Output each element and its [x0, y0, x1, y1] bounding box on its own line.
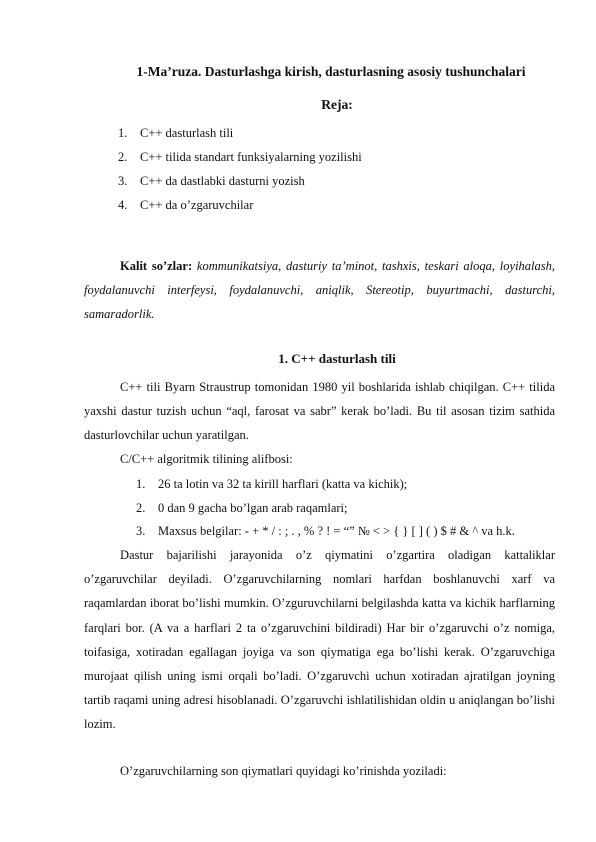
alphabet-list [136, 475, 515, 546]
plan-heading: Reja: [321, 97, 353, 112]
section-heading: 1. C++ dasturlash tili [278, 351, 396, 366]
plan-item: 2. C++ tilida standart funksiyalarning yozilishi [118, 150, 362, 164]
plan-item: 3. C++ da dastlabki dasturni yozish [118, 174, 305, 188]
plan-item: 1. C++ dasturlash tili [118, 126, 234, 140]
keywords-paragraph [84, 254, 555, 327]
alphabet-item: 3. Maxsus belgilar: - + * / : ; . , % ? ! = “” № < > { } [ ] ( ) $ # & ^ va h.k. [136, 524, 515, 538]
keywords-text: kommunikatsiya, dasturiy ta’minot, tashxis, teskari aloqa, loyihalash, foydalanuvchi interfeysi, foydalanuvchi, aniqlik, Stereotip, buyurtmachi, dasturchi, samaradorlik. [84, 259, 556, 322]
keywords-label: Kalit so’zlar: [120, 259, 193, 273]
numbers-paragraph: O’zgaruvchilarning son qiymatlari quyidagi ko’rinishda yoziladi: [120, 764, 447, 778]
intro-paragraph: C++ tili Byarn Straustrup tomonidan 1980 yil boshlarida ishlab chiqilgan. C++ tilida yaxshi dastur tuzish uchun “aql, farosat va sabr” kerak bo’ladi. Bu til asosan tizim sathida dasturlovchilar uchun yaratilgan. [84, 380, 555, 443]
plan-list [118, 124, 362, 220]
plan-item: 4. C++ da o’zgaruvchilar [118, 198, 254, 212]
lecture-title: 1-Ma’ruza. Dasturlashga kirish, dasturlasning asosiy tushunchalari [136, 64, 526, 79]
alphabet-item: 1. 26 ta lotin va 32 ta kirill harflari (katta va kichik); [136, 477, 408, 491]
alphabet-intro: C/C++ algoritmik tilining alifbosi: [120, 452, 293, 466]
alphabet-item: 2. 0 dan 9 gacha bo’lgan arab raqamlari; [136, 500, 348, 515]
variables-paragraph: Dastur bajarilishi jarayonida o’z qiymatini o’zgartira oladigan kattaliklar o’zgaruvchilar deyiladi. O’zgaruvchilarning nomlari harfdan boshlanuvchi xarf va raqamlardan iborat bo’lishi mumkin. O’zguruvchilarni belgilashda katta va kichik harflarning farqlari bor. (A va a harflari 2 ta o’zgaruvchini bildiradi) Har bir o’zgaruvchi o’z nomiga, toifasiga, xotiradan egallagan joyiga va son qiymatiga ega bo’lishi kerak. O’zgaruvchiga murojaat qilish uning ismi orqali bo’ladi. O’zgaruvchi uchun xotiradan ajratilgan joyning tartib raqami uning adresi hisoblanadi. O’zgaruvchi ishlatilishidan oldin u aniqlangan bo’lishi lozim. [84, 548, 555, 732]
